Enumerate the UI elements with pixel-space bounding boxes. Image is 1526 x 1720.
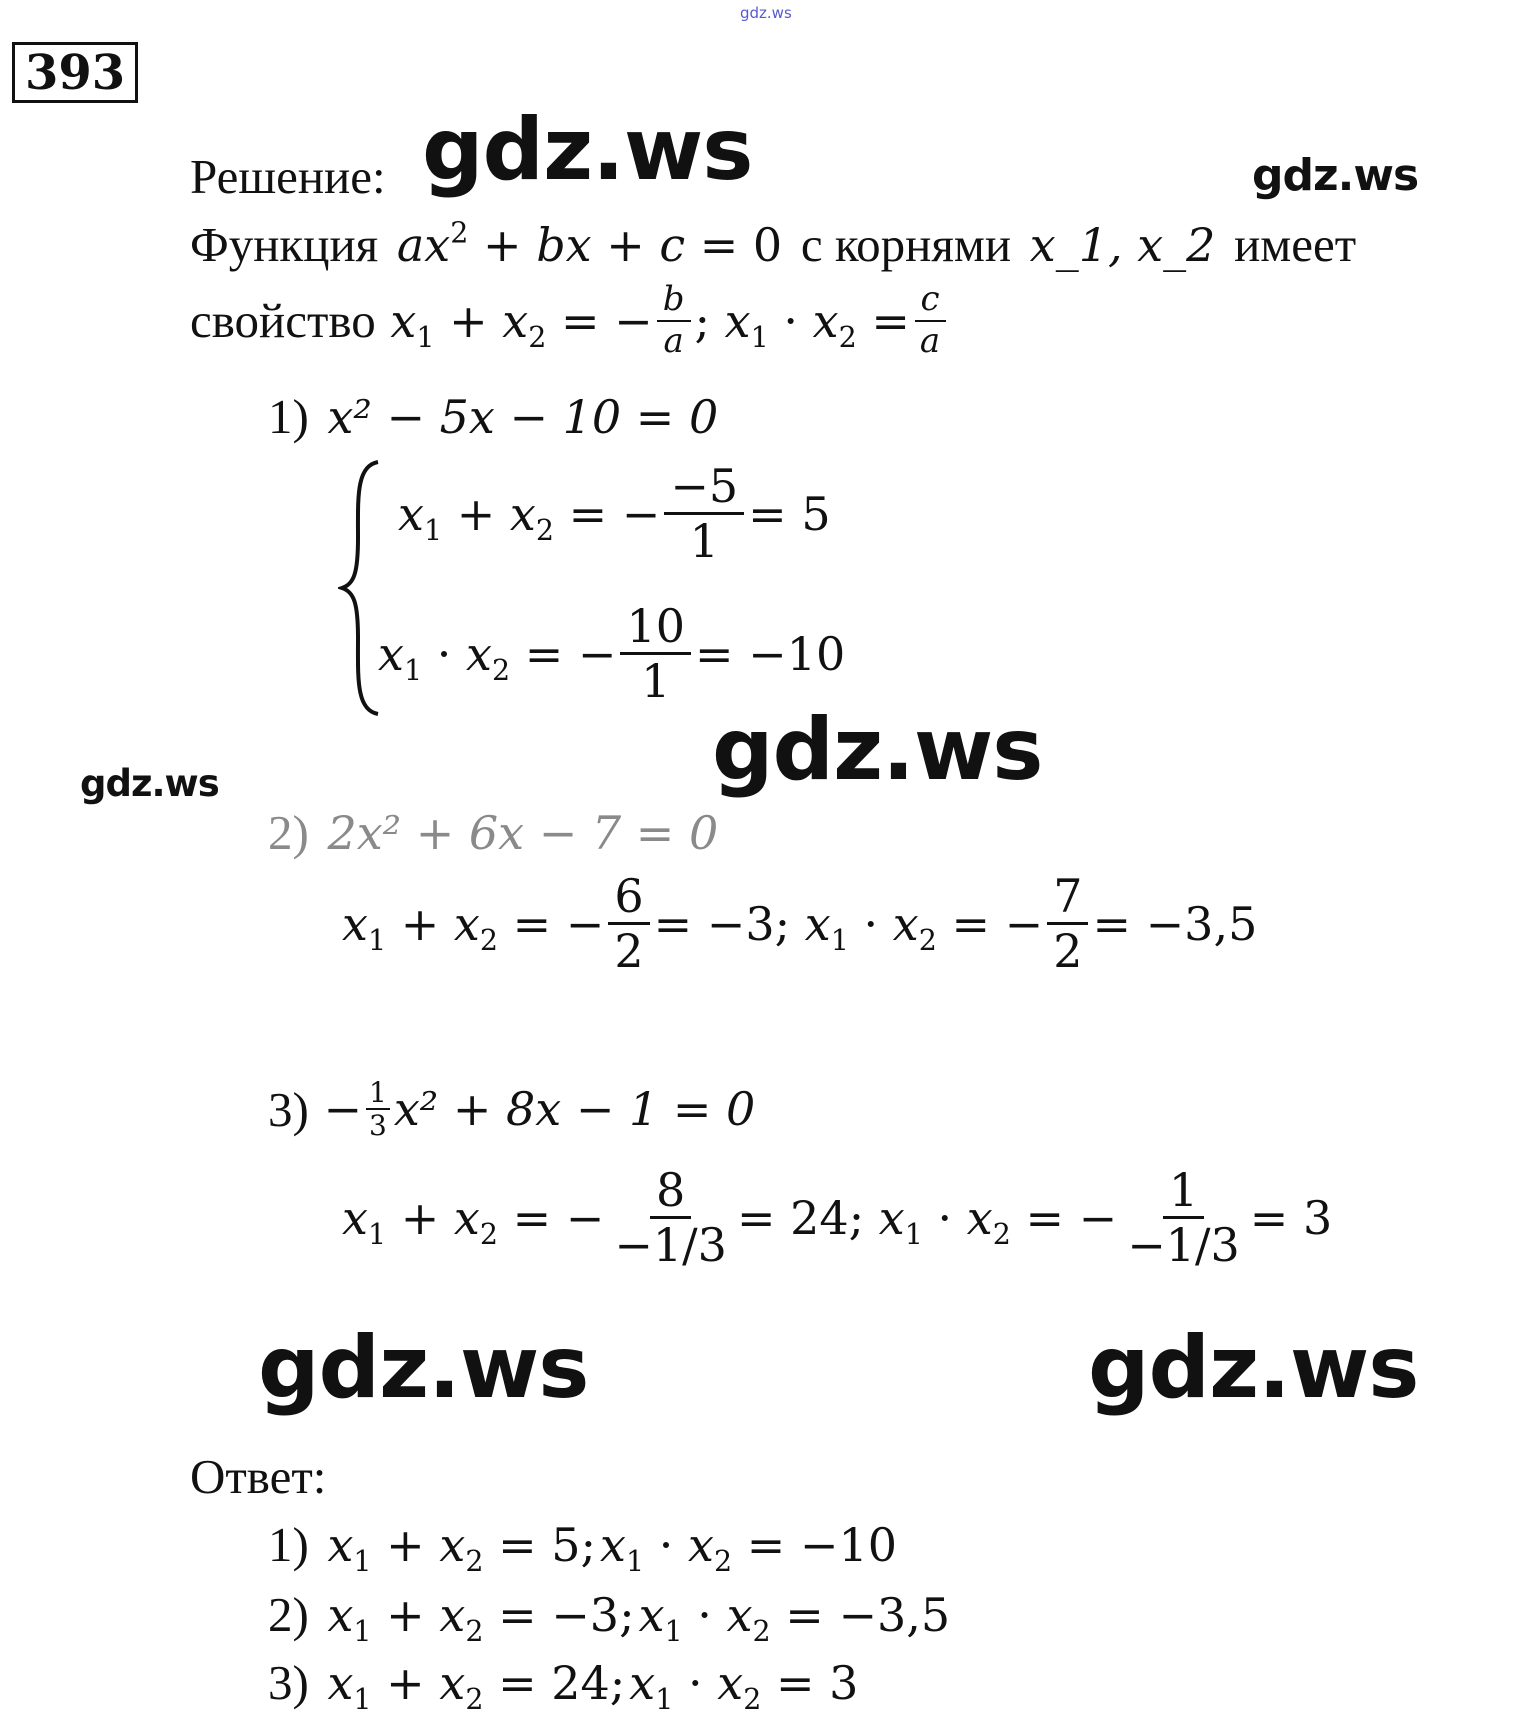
- quadratic-general-formula: $ax^2$ + bx + c = 0: [396, 216, 797, 272]
- top-watermark: gdz.ws: [740, 4, 792, 22]
- task-1-sum-denominator: 1: [689, 514, 719, 569]
- task-3-product-fraction: [1121, 1163, 1246, 1273]
- task-2-equation-text: 2x² + 6x − 7 = 0: [327, 806, 719, 860]
- task-2-product-denominator: 2: [1053, 924, 1083, 979]
- task-2-number: 2): [268, 805, 309, 860]
- answer-2: 2) $x_1 + x_2 = -3$; $x_1 \cdot x_2 = -3,5$: [268, 1587, 951, 1648]
- vieta-product-fraction: $\frac{c}{a}$: [914, 282, 946, 359]
- task-3-sum-fraction: [608, 1163, 733, 1273]
- task-2-line: $x_1 + x_2$ = − $\frac{6}{2}$ = −3; $x_1 \cdot x_2$ = − $\frac{7}{2}$ = −3,5: [342, 869, 1258, 979]
- answer-3: 3) $x_1 + x_2 = 24$; $x_1 \cdot x_2 = 3$: [268, 1655, 859, 1716]
- vieta-sum-fraction: $\frac{b}{a}$: [657, 282, 691, 359]
- problem-number: 393: [12, 42, 138, 103]
- answer-1-product: = −10: [746, 1518, 897, 1572]
- task-1-product-denominator: 1: [641, 654, 671, 709]
- task-2-equation: [268, 805, 719, 860]
- intro-roots: x_1, x_2: [1029, 218, 1216, 272]
- task-2-sum-fraction: [608, 869, 649, 979]
- task-1-number: 1): [268, 389, 309, 444]
- task-3-line: $x_1 + x_2$ = − $\frac{8}{-1/3}$ = 24; $x_1 \cdot x_2$ = − $\frac{1}{-1/3}$ = 3: [342, 1163, 1333, 1273]
- watermark-large-3: gdz.ws: [258, 1318, 589, 1418]
- task-3-sum-numerator: 8: [650, 1166, 691, 1219]
- task-1-sum-result: = 5: [748, 486, 831, 541]
- watermark-large-4: gdz.ws: [1088, 1318, 1419, 1418]
- task-1-product: $x_1 \cdot x_2$ = − $\frac{10}{1}$ = −10: [378, 599, 846, 709]
- task-2-product-result: = −3,5: [1092, 896, 1258, 951]
- answer-1: 1) $x_1 + x_2 = 5$; $x_1 \cdot x_2 = -10$: [268, 1517, 897, 1578]
- watermark-large-1: gdz.ws: [422, 100, 753, 200]
- intro-line-2: [190, 279, 950, 361]
- answer-1-number: 1): [268, 1517, 309, 1572]
- task-3-sum-denominator: −1/3: [614, 1218, 727, 1273]
- task-3-coef-fraction: [366, 1078, 390, 1141]
- task-3-product-denominator: −1/3: [1127, 1218, 1240, 1273]
- intro-line2-prefix: свойство: [190, 293, 376, 349]
- task-1-sum: $x_1 + x_2$ = − $\frac{-5}{1}$ = 5: [398, 459, 831, 569]
- intro-prefix: Функция: [190, 217, 379, 272]
- answer-3-sum: = 24;: [498, 1656, 626, 1710]
- task-3-sum-result: = 24;: [736, 1190, 865, 1245]
- task-1-equation: [268, 389, 719, 444]
- answer-2-sum: = −3;: [498, 1588, 635, 1642]
- answer-2-product: = −3,5: [785, 1588, 951, 1642]
- solution-label: Решение:: [190, 149, 386, 204]
- watermark-small-2: gdz.ws: [80, 762, 219, 805]
- task-3-product-result: = 3: [1249, 1190, 1333, 1245]
- task-1-sum-fraction: [664, 459, 744, 569]
- answer-label: Ответ:: [190, 1449, 327, 1504]
- task-2-sum-denominator: 2: [614, 924, 644, 979]
- watermark-large-2: gdz.ws: [712, 700, 1043, 800]
- task-3-equation: 3) − $\frac{1}{3}$ x² + 8x − 1 = 0: [268, 1076, 756, 1143]
- intro-line-1: [190, 216, 1357, 272]
- task-3-coef-denominator: 3: [369, 1109, 387, 1143]
- vieta-sum: $x_1 + x_2$ = −: [390, 293, 653, 354]
- task-3-product-numerator: 1: [1163, 1166, 1204, 1219]
- answer-1-sum: = 5;: [498, 1518, 597, 1572]
- answer-3-number: 3): [268, 1655, 309, 1710]
- task-2-sum-numerator: 6: [608, 872, 649, 925]
- watermark-small-1: gdz.ws: [1252, 150, 1419, 201]
- intro-mid: с корнями: [800, 217, 1012, 272]
- task-1-sum-numerator: −5: [664, 462, 744, 515]
- task-1-product-fraction: [620, 599, 691, 709]
- vieta-product: ; $x_1 \cdot x_2$ =: [694, 293, 910, 354]
- task-2-product-numerator: 7: [1047, 872, 1088, 925]
- task-3-coef-numerator: 1: [366, 1078, 390, 1110]
- answer-3-product: = 3: [776, 1656, 859, 1710]
- task-1-product-result: = −10: [694, 626, 846, 681]
- task-1-equation-text: x² − 5x − 10 = 0: [327, 390, 719, 444]
- answer-2-number: 2): [268, 1587, 309, 1642]
- task-3-equation-text: x² + 8x − 1 = 0: [393, 1082, 756, 1137]
- task-1-product-numerator: 10: [620, 602, 691, 655]
- task-2-product-fraction: [1047, 869, 1088, 979]
- task-2-sum-result: = −3;: [653, 896, 791, 951]
- intro-suffix: имеет: [1234, 217, 1357, 272]
- task-3-number: 3): [268, 1081, 309, 1137]
